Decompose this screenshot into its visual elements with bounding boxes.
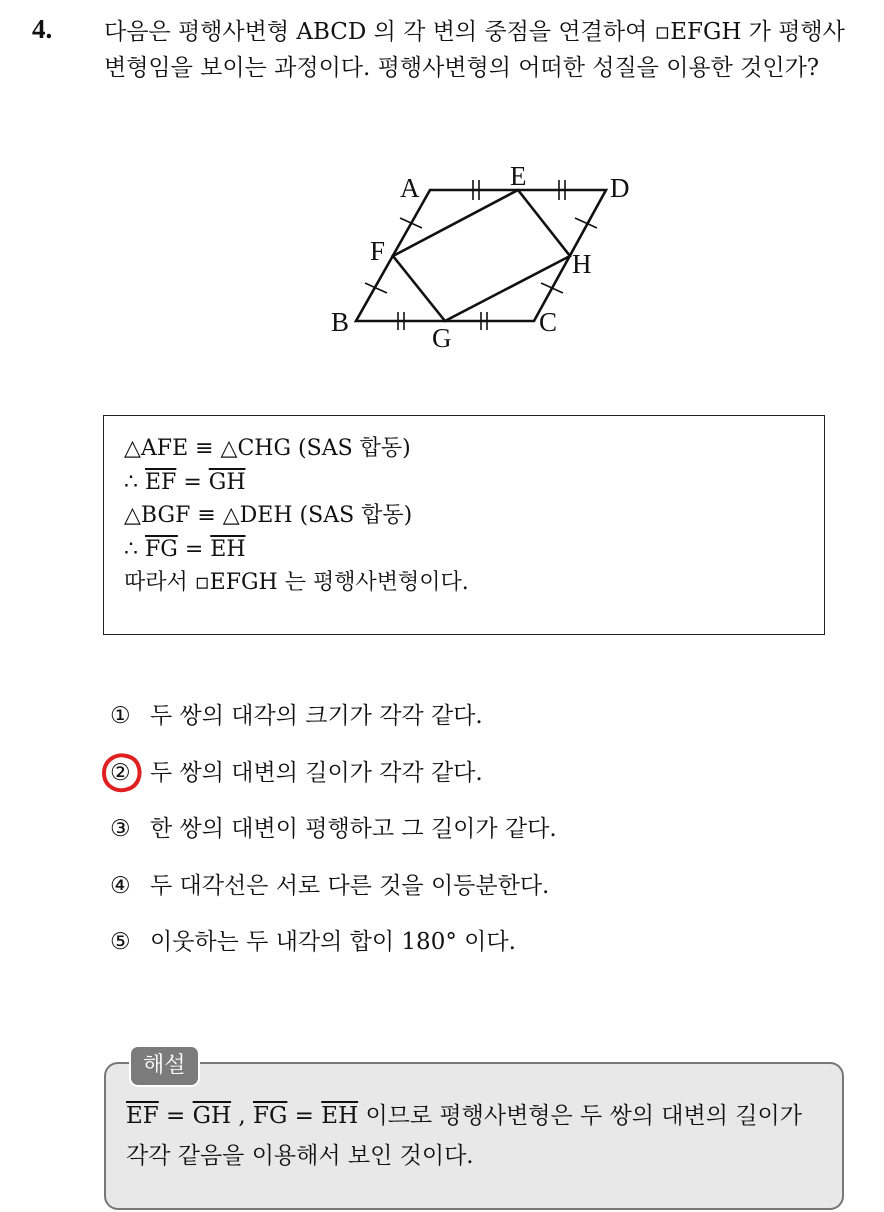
- choice-4[interactable]: ④ 두 대각선은 서로 다른 것을 이등분한다.: [110, 872, 550, 899]
- solution-text: 이므로 평행사변형은 두 쌍의 대변의 길이가 각각 같음을 이용해서 보인 것이다.: [126, 1103, 802, 1169]
- solution-segment-eh: $\overline{EH}$: [321, 1103, 359, 1129]
- proof-line-5: 따라서 ▫EFGH 는 평행사변형이다.: [124, 570, 469, 595]
- proof-line-2: ∴ $\overline{EF} = \overline{GH}$: [124, 469, 246, 495]
- choice-5[interactable]: ⑤ 이웃하는 두 내각의 합이 180° 이다.: [110, 929, 516, 955]
- question-text: 다음은 평행사변형 ABCD 의 각 변의 중점을 연결하여 ▫EFGH 가 평행사변형임을 보이는 과정이다. 평행사변형의 어떠한 성질을 이용한 것인가?: [104, 19, 845, 81]
- label-c: C: [539, 307, 558, 337]
- parallelogram-figure: [320, 160, 640, 360]
- solution-segment-fg: $\overline{FG}$: [253, 1103, 288, 1129]
- segment-gh: $\overline{GH}$: [208, 469, 246, 495]
- label-h: H: [572, 249, 592, 279]
- label-f: F: [370, 236, 386, 266]
- choice-1[interactable]: ① 두 쌍의 대각의 크기가 각각 같다.: [110, 703, 483, 729]
- label-a: A: [400, 173, 420, 203]
- proof-line-4: ∴ $\overline{FG} = \overline{EH}$: [124, 536, 246, 562]
- label-e: E: [510, 161, 527, 191]
- solution-segment-gh: $\overline{GH}$: [192, 1103, 232, 1129]
- question-number: 4.: [32, 14, 53, 44]
- segment-ef: $\overline{EF}$: [145, 469, 177, 495]
- red-circle-mark-icon: [100, 751, 144, 795]
- choice-2[interactable]: ② 두 쌍의 대변의 길이가 각각 같다.: [110, 755, 557, 812]
- label-b: B: [331, 307, 350, 337]
- choice-3[interactable]: ③ 한 쌍의 대변이 평행하고 그 길이가 같다.: [110, 816, 557, 842]
- answer-choices: [110, 698, 557, 981]
- solution-box: $\overline{EF} = \overline{GH}$ , $\overline{FG} = \overline{EH}$ 이므로 평행사변형은 두 쌍의 대변의 길이가 각각 같음을 이용해서 보인 것이다.: [104, 1062, 844, 1210]
- solution-segment-ef: $\overline{EF}$: [126, 1103, 159, 1129]
- segment-eh: $\overline{EH}$: [210, 536, 246, 562]
- label-g: G: [432, 323, 452, 353]
- segment-fg: $\overline{FG}$: [145, 536, 178, 562]
- label-d: D: [610, 173, 630, 203]
- proof-box: [103, 415, 825, 635]
- proof-line-3: △BGF ≡ △DEH (SAS 합동): [124, 503, 413, 528]
- solution-tab: 해설: [129, 1045, 200, 1087]
- proof-line-1: △AFE ≡ △CHG (SAS 합동): [124, 436, 411, 461]
